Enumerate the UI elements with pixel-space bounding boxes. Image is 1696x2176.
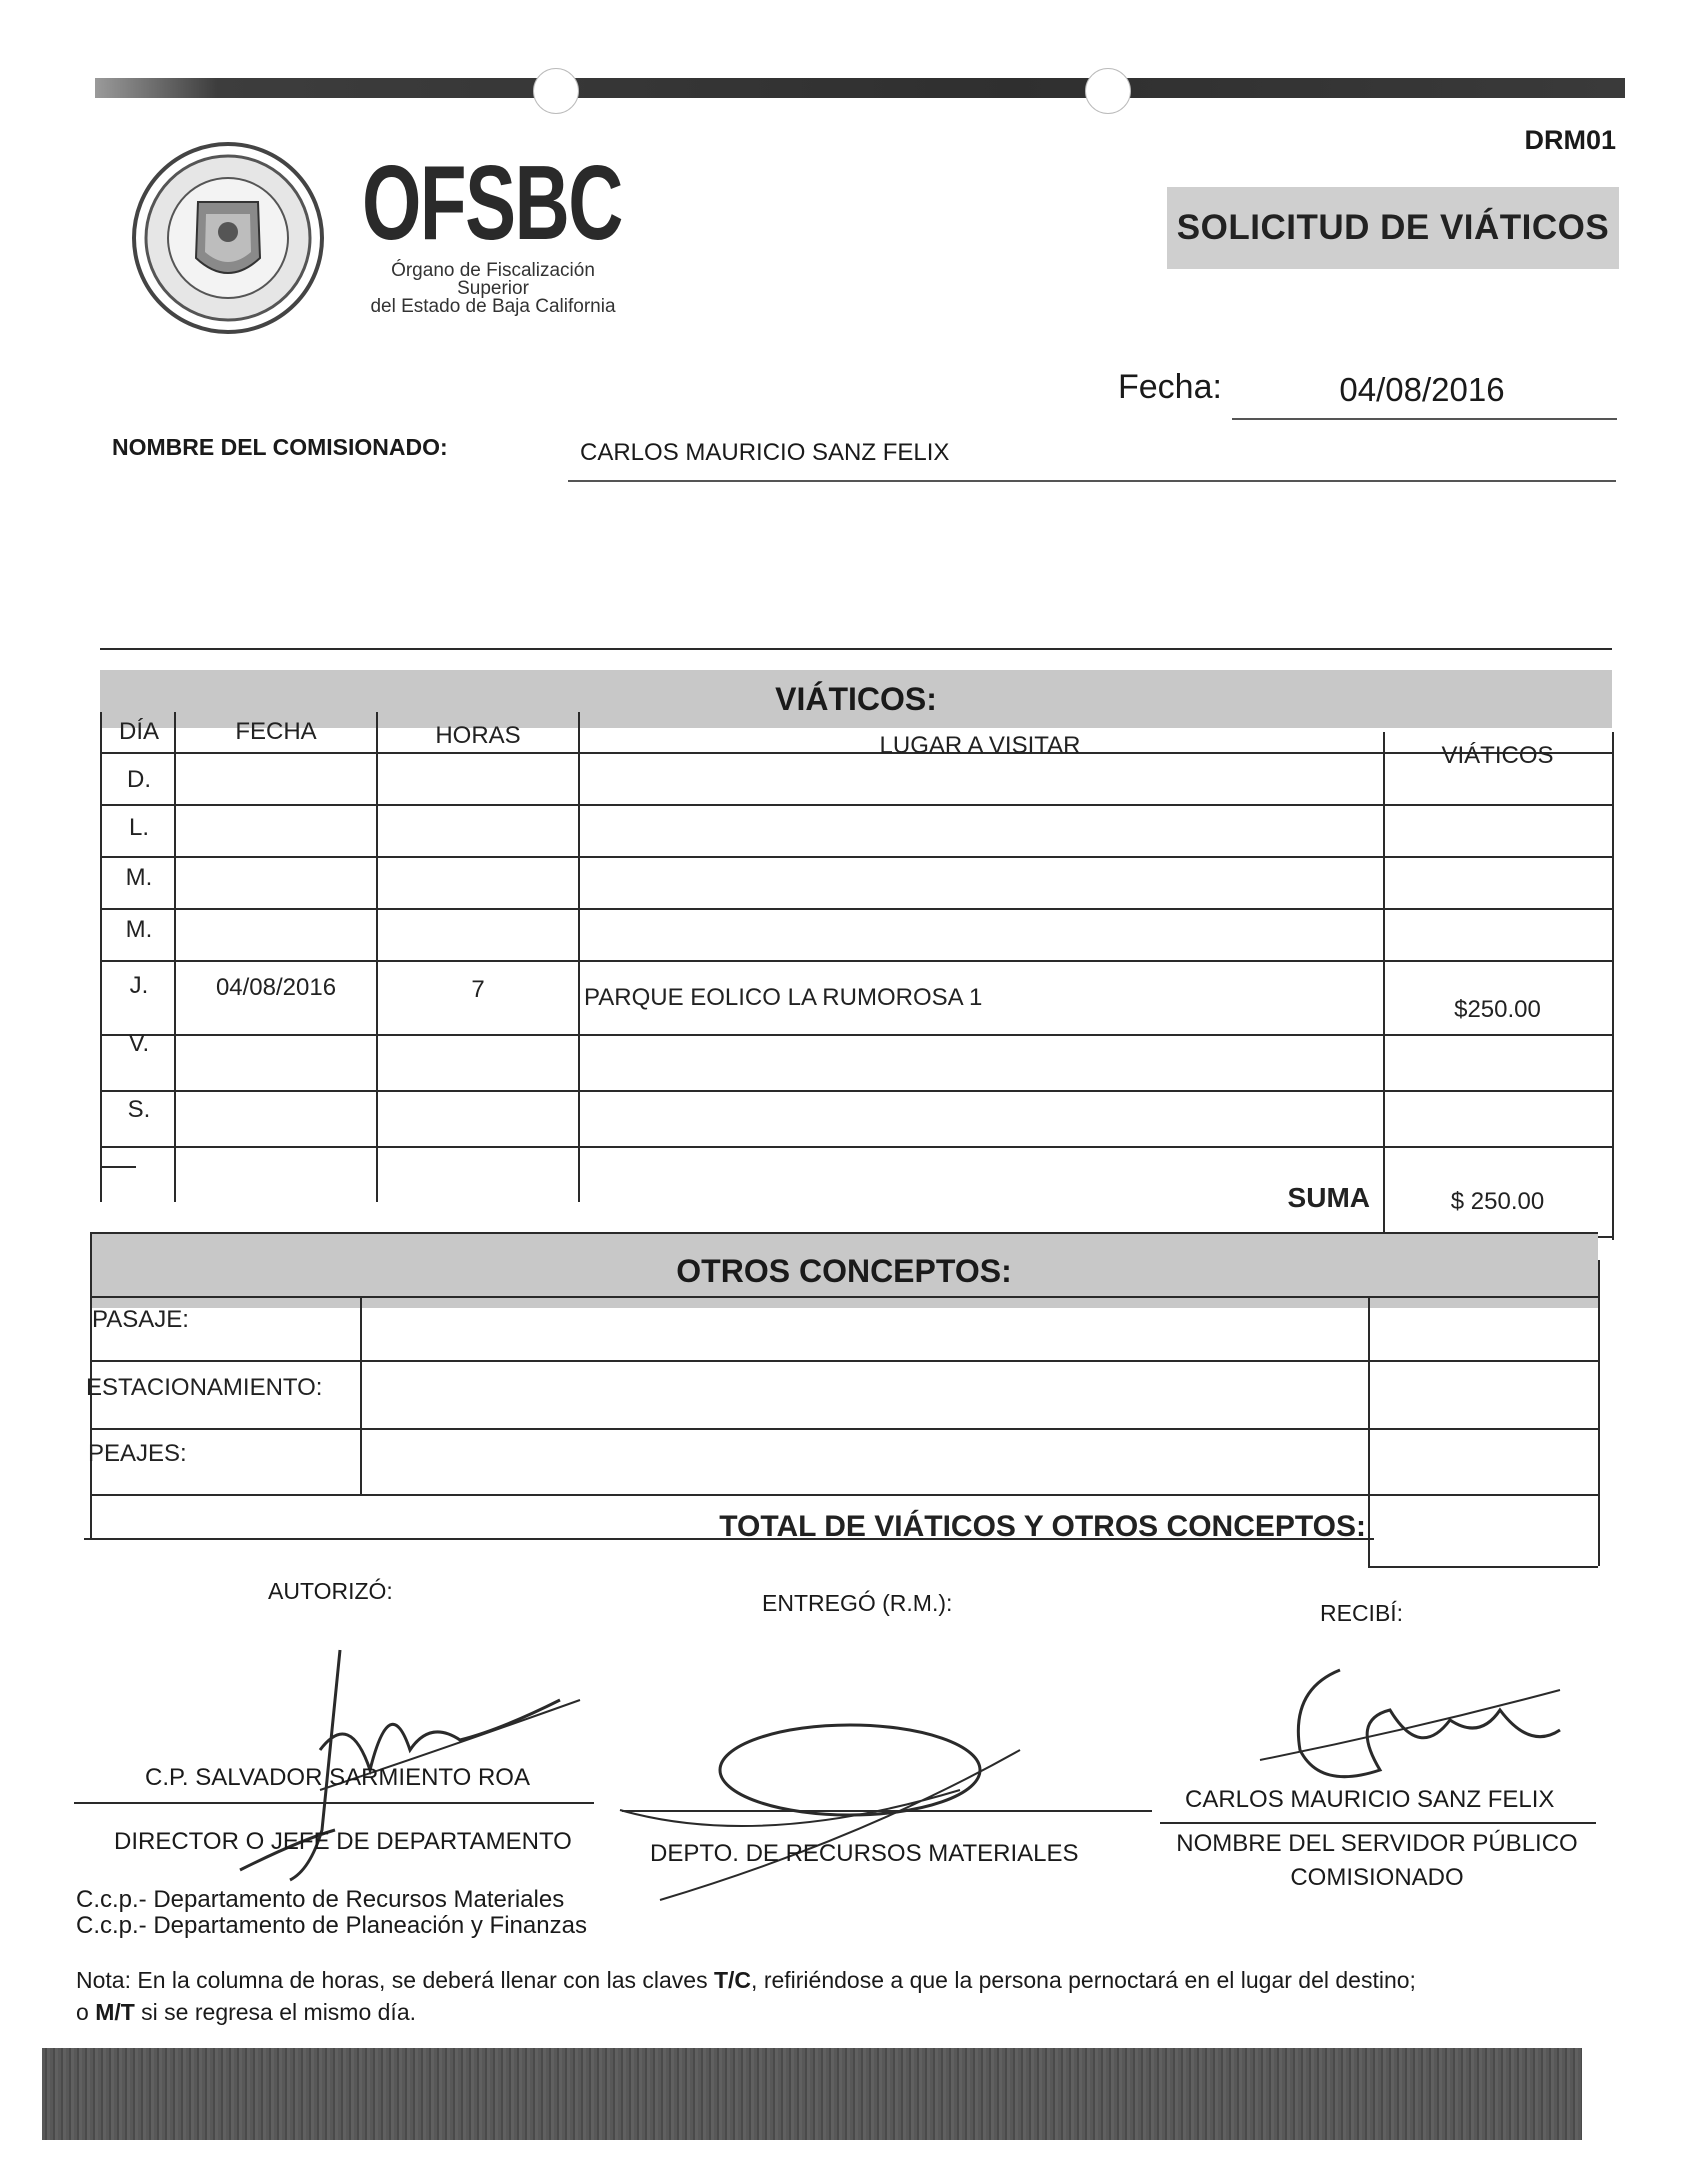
comisionado-value[interactable]: CARLOS MAURICIO SANZ FELIX <box>580 439 950 466</box>
autorizo-label: AUTORIZÓ: <box>268 1578 393 1604</box>
row-dia: M. <box>125 916 153 943</box>
fecha-underline <box>1232 418 1617 420</box>
pasaje-label: PASAJE: <box>92 1306 189 1333</box>
autorizo-line <box>74 1802 594 1804</box>
nota-text: , refiriéndose a que la persona pernoctará en el lugar del destino; <box>751 1967 1416 1993</box>
nota-text: o <box>76 1999 96 2025</box>
form-title: SOLICITUD DE VIÁTICOS <box>1176 208 1610 247</box>
col-horas: HORAS <box>435 722 521 749</box>
org-name <box>353 262 633 316</box>
seal-logo <box>118 140 338 336</box>
comisionado-underline <box>568 480 1616 482</box>
row-lugar: PARQUE EOLICO LA RUMOROSA 1 <box>584 984 983 1011</box>
col-dia: DÍA <box>118 718 159 745</box>
recibi-line <box>1160 1822 1596 1824</box>
bottom-bar <box>42 2048 1582 2140</box>
nota <box>76 1964 1586 2028</box>
otros-title: OTROS CONCEPTOS: <box>676 1252 1012 1289</box>
col-lugar: LUGAR A VISITAR <box>879 732 1081 759</box>
comisionado-label: NOMBRE DEL COMISIONADO: <box>112 434 448 460</box>
top-bar <box>95 78 1625 98</box>
entrego-cargo: DEPTO. DE RECURSOS MATERIALES <box>650 1840 1079 1867</box>
ccp-line-1: C.c.p.- Departamento de Recursos Materiales <box>76 1886 565 1913</box>
org-line-1: Órgano de Fiscalización Superior <box>391 260 595 299</box>
recibi-nombre: CARLOS MAURICIO SANZ FELIX <box>1185 1786 1555 1813</box>
autorizo-cargo: DIRECTOR O JEFE DE DEPARTAMENTO <box>114 1828 572 1855</box>
col-viaticos: VIÁTICOS <box>1441 742 1554 769</box>
row-monto: $250.00 <box>1454 996 1541 1023</box>
total-label: TOTAL DE VIÁTICOS Y OTROS CONCEPTOS: <box>719 1510 1366 1543</box>
row-horas: 7 <box>471 976 485 1003</box>
suma-label: SUMA <box>1287 1182 1370 1213</box>
org-line-2: del Estado de Baja California <box>370 296 616 317</box>
autorizo-nombre: C.P. SALVADOR SARMIENTO ROA <box>145 1764 530 1791</box>
table-rule <box>100 648 1612 650</box>
viaticos-title: VIÁTICOS: <box>775 680 937 717</box>
fecha-label: Fecha: <box>1118 368 1222 406</box>
form-code: DRM01 <box>1524 125 1616 155</box>
nota-code-mt: M/T <box>95 1999 135 2025</box>
row-dia: J. <box>129 972 149 999</box>
suma-value: $ 250.00 <box>1450 1188 1545 1215</box>
peajes-label: PEAJES: <box>88 1440 187 1467</box>
fecha-value[interactable]: 04/08/2016 <box>1339 371 1505 408</box>
recibi-cargo-2: COMISIONADO <box>1290 1864 1464 1891</box>
punch-hole <box>1085 68 1131 114</box>
row-dia: M. <box>125 864 153 891</box>
row-dia: D. <box>127 766 151 793</box>
nota-code-tc: T/C <box>713 1967 752 1993</box>
recibi-label: RECIBÍ: <box>1320 1600 1404 1626</box>
punch-hole <box>533 68 579 114</box>
estacionamiento-label: ESTACIONAMIENTO: <box>86 1374 323 1401</box>
ccp-line-2: C.c.p.- Departamento de Planeación y Finanzas <box>76 1912 587 1939</box>
col-fecha: FECHA <box>235 718 317 745</box>
row-dia: S. <box>127 1096 151 1123</box>
logo-wordmark: OFSBC <box>362 144 622 262</box>
row-dia: V. <box>128 1030 150 1057</box>
row-fecha: 04/08/2016 <box>215 974 337 1001</box>
row-dia: L. <box>128 814 149 841</box>
nota-text: si se regresa el mismo día. <box>134 1999 417 2025</box>
form-title-box <box>1167 187 1619 269</box>
nota-text: Nota: En la columna de horas, se deberá llenar con las claves <box>76 1967 714 1993</box>
entrego-line <box>622 1810 1152 1812</box>
recibi-cargo-1: NOMBRE DEL SERVIDOR PÚBLICO <box>1176 1830 1578 1857</box>
entrego-label: ENTREGÓ (R.M.): <box>762 1590 953 1616</box>
